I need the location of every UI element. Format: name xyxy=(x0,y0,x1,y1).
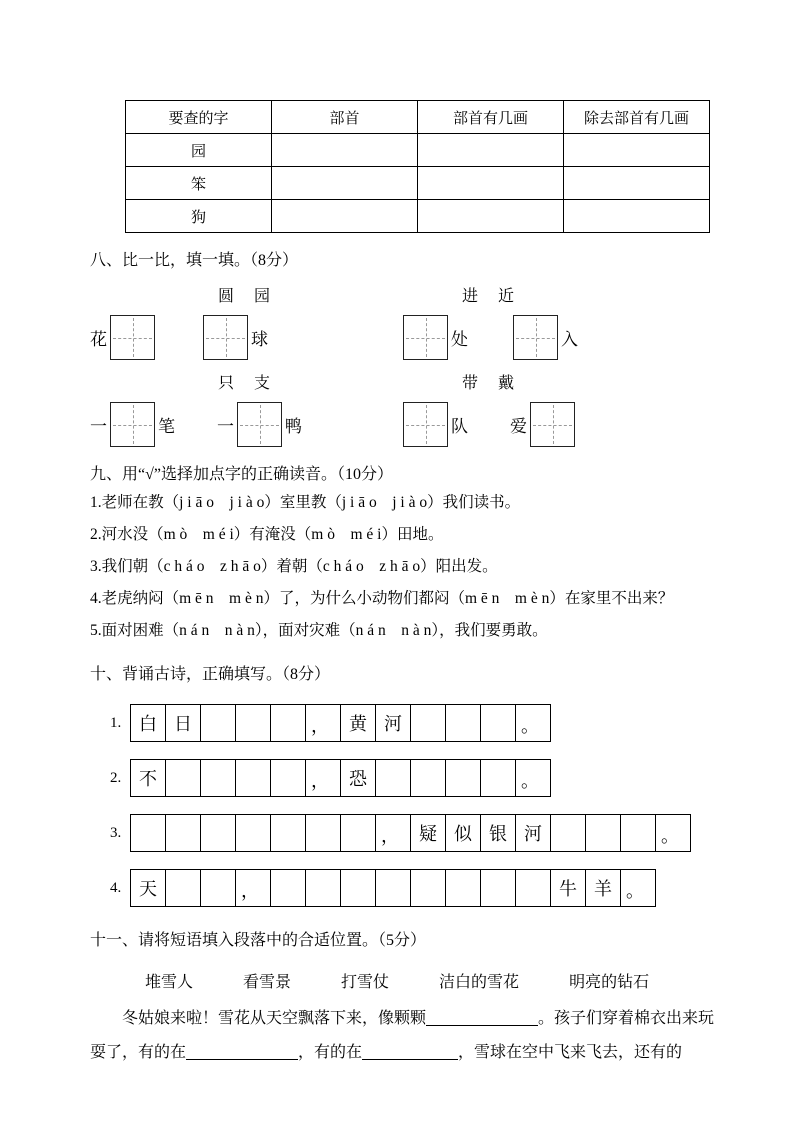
row-number: 1. xyxy=(110,714,122,731)
compare-group-jin xyxy=(400,283,578,360)
poem-cell-filled: 。 xyxy=(515,759,551,797)
compare-group-yuan xyxy=(90,283,400,360)
word-bank-item: 明亮的钻石 xyxy=(569,974,650,991)
writing-box[interactable] xyxy=(110,402,155,447)
fill-item xyxy=(510,402,578,447)
poem-cell-blank[interactable] xyxy=(375,759,411,797)
poem-cell-blank[interactable] xyxy=(270,759,306,797)
pronunciation-line: 2.河水没（m ò m é i）有淹没（m ò m é i）田地。 xyxy=(90,526,444,543)
poem-cell-filled: 。 xyxy=(655,814,691,852)
suffix-char: 队 xyxy=(451,417,468,436)
poem-cell-blank[interactable] xyxy=(480,759,516,797)
poem-cell-blank[interactable] xyxy=(305,814,341,852)
suffix-char: 入 xyxy=(561,330,578,349)
col-header-char: 要查的字 xyxy=(126,101,272,134)
compare-row xyxy=(90,283,733,360)
table-row xyxy=(126,134,710,167)
col-header-radical-strokes: 部首有几画 xyxy=(418,101,564,134)
col-header-remaining-strokes: 除去部首有几画 xyxy=(564,101,710,134)
poem-cell-filled: 天 xyxy=(130,869,166,907)
row-number: 4. xyxy=(110,879,122,896)
prefix-char: 花 xyxy=(90,330,107,349)
section11-title: 十一、请将短语填入段落中的合适位置。（5分） xyxy=(90,932,427,949)
blank-cell[interactable] xyxy=(564,167,710,200)
poem-cell-filled: ， xyxy=(375,814,411,852)
poem-cell-blank[interactable] xyxy=(235,704,271,742)
section-compare-fill xyxy=(90,249,733,447)
poem-cell-blank[interactable] xyxy=(270,869,306,907)
poem-cell-filled: 。 xyxy=(515,704,551,742)
writing-box[interactable] xyxy=(530,402,575,447)
fill-item xyxy=(400,402,468,447)
fill-blank[interactable] xyxy=(426,1009,538,1026)
word-bank-item: 堆雪人 xyxy=(145,974,194,991)
poem-cell-blank[interactable] xyxy=(410,704,446,742)
char-cell: 笨 xyxy=(126,167,272,200)
poem-cell-blank[interactable] xyxy=(235,814,271,852)
table-header-row xyxy=(126,101,710,134)
writing-box[interactable] xyxy=(403,402,448,447)
fill-item xyxy=(200,315,268,360)
suffix-char: 球 xyxy=(251,330,268,349)
poem-grid xyxy=(130,759,551,797)
fill-blank[interactable] xyxy=(186,1043,298,1060)
poem-cell-blank[interactable] xyxy=(585,814,621,852)
table-row xyxy=(126,200,710,233)
poem-cell-filled: 似 xyxy=(445,814,481,852)
fill-item xyxy=(90,402,175,447)
poem-cell-filled: 黄 xyxy=(340,704,376,742)
poem-cell-blank[interactable] xyxy=(200,814,236,852)
pronunciation-line: 5.面对困难（n á n n à n），面对灾难（n á n n à n），我们要勇敢。 xyxy=(90,622,548,639)
poem-cell-blank[interactable] xyxy=(270,814,306,852)
blank-cell[interactable] xyxy=(418,167,564,200)
poem-cell-blank[interactable] xyxy=(620,814,656,852)
poem-cell-filled: 恐 xyxy=(340,759,376,797)
suffix-char: 鸭 xyxy=(285,417,302,436)
pronunciation-line: 4.老虎纳闷（m ē n m è n）了，为什么小动物们都闷（m ē n m è n）在家里不出来？ xyxy=(90,590,674,607)
blank-cell[interactable] xyxy=(418,200,564,233)
writing-box[interactable] xyxy=(110,315,155,360)
poem-cell-blank[interactable] xyxy=(340,814,376,852)
poem-cell-blank[interactable] xyxy=(410,869,446,907)
poem-row xyxy=(90,814,733,852)
word-pair-label: 圆 园 xyxy=(217,288,272,305)
poem-cell-blank[interactable] xyxy=(480,869,516,907)
row-number: 2. xyxy=(110,769,122,786)
blank-cell[interactable] xyxy=(272,167,418,200)
poem-grid xyxy=(130,814,691,852)
section-pronunciation xyxy=(90,463,733,647)
fill-item xyxy=(510,315,578,360)
poem-cell-blank[interactable] xyxy=(165,814,201,852)
poem-cell-blank[interactable] xyxy=(445,759,481,797)
writing-box[interactable] xyxy=(203,315,248,360)
col-header-radical: 部首 xyxy=(272,101,418,134)
fill-blank[interactable] xyxy=(362,1043,458,1060)
compare-group-zhi xyxy=(90,370,400,447)
poem-cell-filled: 羊 xyxy=(585,869,621,907)
word-bank xyxy=(145,969,733,992)
prefix-char: 爱 xyxy=(510,417,527,436)
poem-cell-filled: 银 xyxy=(480,814,516,852)
pronunciation-line: 1.老师在教（j i ā o j i à o）室里教（j i ā o j i à o）我们读书。 xyxy=(90,494,521,511)
paragraph-text: 。孩子们穿着棉衣出来玩耍了，有的在 xyxy=(90,1010,715,1061)
blank-cell[interactable] xyxy=(564,134,710,167)
poem-cell-filled: ， xyxy=(305,704,341,742)
poem-grid xyxy=(130,704,551,742)
poem-cell-blank[interactable] xyxy=(165,759,201,797)
poem-cell-blank[interactable] xyxy=(200,869,236,907)
word-pair-label: 带 戴 xyxy=(461,375,516,392)
table-row xyxy=(126,167,710,200)
paragraph-text: ，雪球在空中飞来飞去，还有的 xyxy=(458,1044,683,1061)
pronunciation-line: 3.我们朝（c h á o z h ā o）着朝（c h á o z h ā o）阳出发。 xyxy=(90,558,498,575)
poem-cell-blank[interactable] xyxy=(515,869,551,907)
poem-cell-blank[interactable] xyxy=(410,759,446,797)
poem-cell-blank[interactable] xyxy=(200,704,236,742)
poem-cell-blank[interactable] xyxy=(550,814,586,852)
writing-box[interactable] xyxy=(237,402,282,447)
poem-cell-blank[interactable] xyxy=(445,704,481,742)
poem-cell-blank[interactable] xyxy=(480,704,516,742)
word-pair-label: 进 近 xyxy=(461,288,516,305)
poem-cell-filled: 日 xyxy=(165,704,201,742)
poem-cell-blank[interactable] xyxy=(305,869,341,907)
paragraph-text: ，有的在 xyxy=(298,1044,363,1061)
paragraph-text: 冬姑娘来啦！雪花从天空飘落下来，像颗颗 xyxy=(122,1010,427,1027)
poem-cell-filled: 河 xyxy=(515,814,551,852)
cloze-paragraph xyxy=(90,1002,730,1070)
poem-cell-blank[interactable] xyxy=(270,704,306,742)
poem-cell-filled: 疑 xyxy=(410,814,446,852)
poem-row xyxy=(90,704,733,742)
char-cell: 狗 xyxy=(126,200,272,233)
poem-cell-blank[interactable] xyxy=(340,869,376,907)
char-cell: 园 xyxy=(126,134,272,167)
poem-cell-filled: 牛 xyxy=(550,869,586,907)
section10-title: 十、背诵古诗，正确填写。（8分） xyxy=(90,666,331,683)
poem-cell-blank[interactable] xyxy=(165,869,201,907)
prefix-char: 一 xyxy=(217,417,234,436)
radical-lookup-table xyxy=(125,100,710,233)
word-bank-item: 看雪景 xyxy=(243,974,292,991)
poem-cell-blank[interactable] xyxy=(375,869,411,907)
word-bank-item: 洁白的雪花 xyxy=(439,974,520,991)
blank-cell[interactable] xyxy=(418,134,564,167)
suffix-char: 处 xyxy=(451,330,468,349)
blank-cell[interactable] xyxy=(272,200,418,233)
blank-cell[interactable] xyxy=(272,134,418,167)
poem-cell-filled: 不 xyxy=(130,759,166,797)
fill-item xyxy=(217,402,302,447)
word-pair-label: 只 支 xyxy=(217,375,272,392)
writing-box[interactable] xyxy=(403,315,448,360)
section8-title: 八、比一比，填一填。（8分） xyxy=(90,252,299,269)
blank-cell[interactable] xyxy=(564,200,710,233)
suffix-char: 笔 xyxy=(158,417,175,436)
poem-cell-blank[interactable] xyxy=(445,869,481,907)
section9-title: 九、用“√”选择加点字的正确读音。（10分） xyxy=(90,466,393,483)
section-poems xyxy=(90,663,733,907)
poem-grid xyxy=(130,869,656,907)
word-bank-item: 打雪仗 xyxy=(341,974,390,991)
poem-cell-blank[interactable] xyxy=(200,759,236,797)
fill-item xyxy=(90,315,158,360)
poem-cell-blank[interactable] xyxy=(235,759,271,797)
row-number: 3. xyxy=(110,824,122,841)
compare-group-dai xyxy=(400,370,578,447)
poem-cell-filled: 白 xyxy=(130,704,166,742)
compare-row xyxy=(90,370,733,447)
poem-cell-filled: 。 xyxy=(620,869,656,907)
poem-cell-blank[interactable] xyxy=(130,814,166,852)
prefix-char: 一 xyxy=(90,417,107,436)
poem-cell-filled: 河 xyxy=(375,704,411,742)
writing-box[interactable] xyxy=(513,315,558,360)
poem-row xyxy=(90,869,733,907)
poem-row xyxy=(90,759,733,797)
poem-cell-filled: ， xyxy=(305,759,341,797)
fill-item xyxy=(400,315,468,360)
section-cloze xyxy=(90,929,733,1070)
poem-cell-filled: ， xyxy=(235,869,271,907)
